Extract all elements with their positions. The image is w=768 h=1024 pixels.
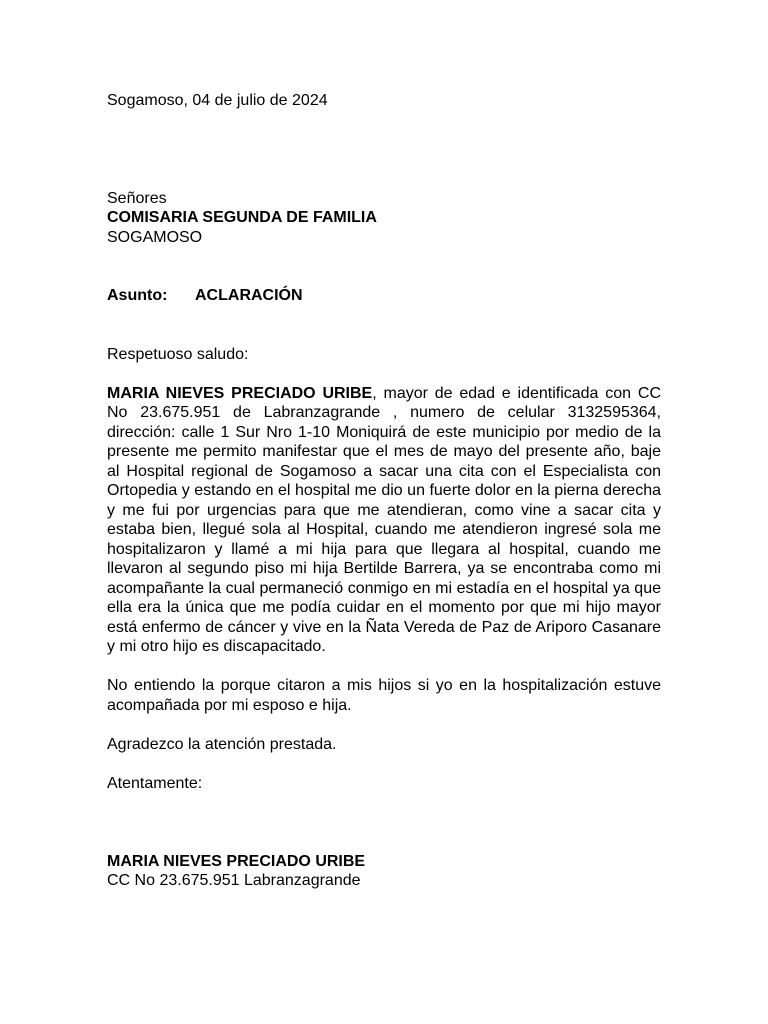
spacer bbox=[107, 364, 661, 384]
body-paragraph-1-text: , mayor de edad e identificada con CC No 23.675.951 de Labranzagrande , numero de celular 3132595364, dirección: calle 1 Sur Nro 1-10 Moniquirá de este municipio por medio de la presente me permito manifestar que el mes de mayo del presente año, baje al Hospital regional de Sogamoso a sacar una cita con el Especialista con Ortopedia y estando en el hospital me dio un fuerte dolor en la pierna derecha y me fui por urgencias para que me atendieran, como vine a sacar cita y estaba bien, llegué sola al Hospital, cuando me atendieron ingresé sola me hospitalizaron y llamé a mi hija para que llegara al hospital, cuando me llevaron al segundo piso mi hija Bertilde Barrera, ya se encontraba como mi acompañante la cual permaneció conmigo en mi estadía en el hospital ya que ella era la única que me podía cuidar en el momento por que mi hijo mayor está enfermo de cáncer y vive en la Ñata Vereda de Paz de Ariporo Casanare y mi otro hijo es discapacitado. bbox=[107, 384, 662, 655]
subject-value: ACLARACIÓN bbox=[195, 287, 303, 304]
recipient-salutation: Señores bbox=[107, 189, 167, 207]
spacer bbox=[107, 247, 661, 286]
signature-space bbox=[107, 793, 661, 852]
sender-name-inline: MARIA NIEVES PRECIADO URIBE bbox=[107, 384, 373, 402]
spacer bbox=[107, 754, 661, 774]
spacer bbox=[107, 111, 661, 189]
spacer bbox=[107, 715, 661, 735]
body-paragraph-1 bbox=[107, 384, 661, 657]
spacer bbox=[107, 306, 661, 345]
recipient-city: SOGAMOSO bbox=[107, 228, 203, 246]
closing: Atentamente: bbox=[107, 774, 203, 792]
recipient-organization: COMISARIA SEGUNDA DE FAMILIA bbox=[107, 209, 377, 226]
signature-block bbox=[107, 852, 661, 891]
spacer bbox=[107, 657, 661, 677]
place-date: Sogamoso, 04 de julio de 2024 bbox=[107, 92, 328, 109]
recipient-block bbox=[107, 189, 661, 248]
body-paragraph-3: Agradezco la atención prestada. bbox=[107, 735, 337, 753]
greeting: Respetuoso saludo: bbox=[107, 345, 249, 363]
letter-page bbox=[107, 91, 661, 891]
signature-id: CC No 23.675.951 Labranzagrande bbox=[107, 872, 361, 889]
subject-line bbox=[107, 286, 661, 306]
signature-name: MARIA NIEVES PRECIADO URIBE bbox=[107, 852, 366, 870]
body-paragraph-2: No entiendo la porque citaron a mis hijos si yo en la hospitalización estuve acompañada por mi esposo e hija. bbox=[107, 677, 661, 714]
subject-label: Asunto: bbox=[107, 287, 168, 304]
